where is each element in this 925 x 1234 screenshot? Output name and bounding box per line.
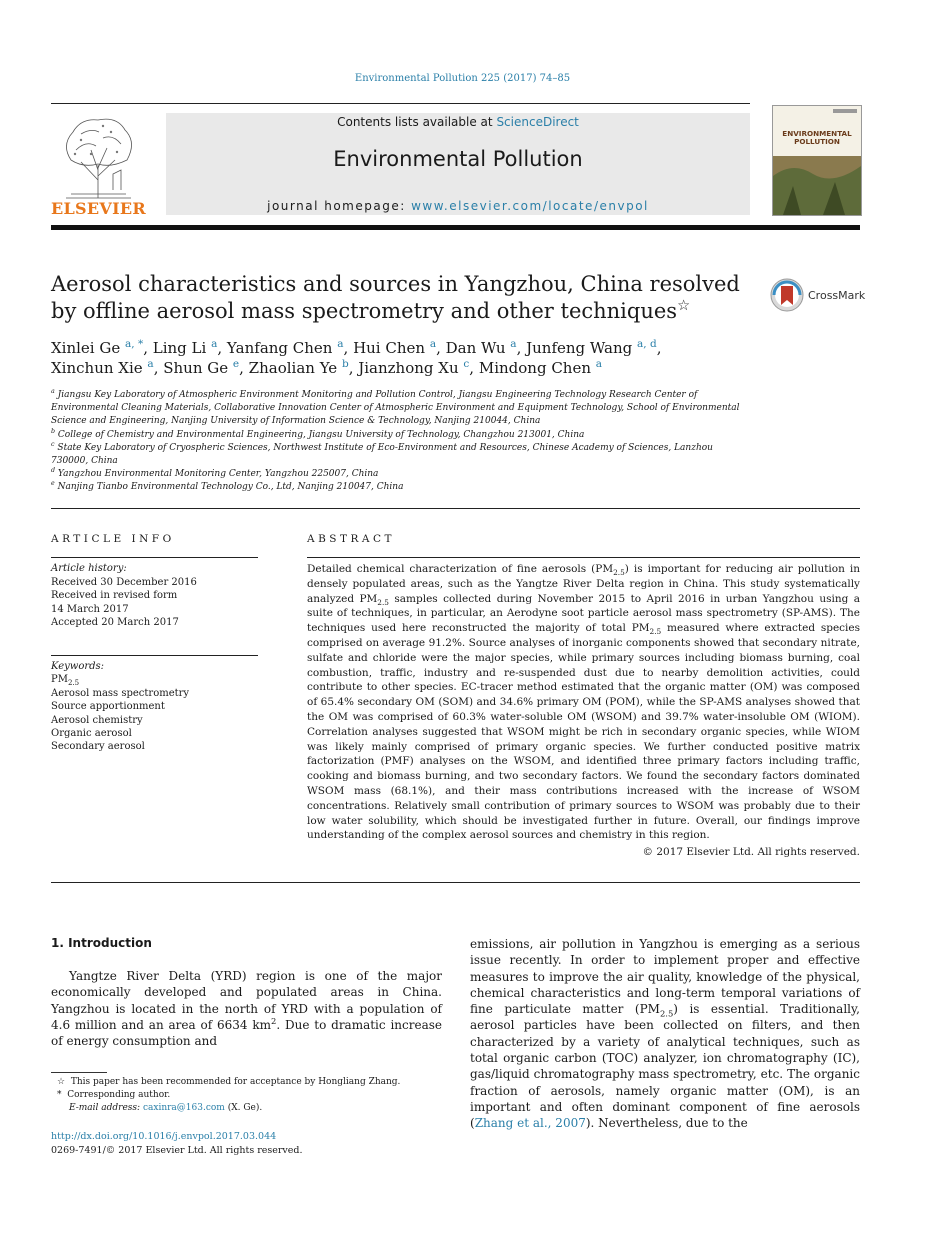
author-affil-mark[interactable]: a — [429, 338, 437, 350]
abstract-part: Detailed chemical characterization of fine aerosols (PM — [307, 563, 614, 575]
affiliation-list — [51, 389, 751, 495]
pm-sub: 2.5 — [377, 597, 389, 607]
cover-title: ENVIRONMENTAL POLLUTION — [782, 129, 852, 146]
contents-prefix: Contents lists available at — [337, 115, 497, 129]
affiliation-mark: d — [51, 467, 56, 475]
author: Mindong Chen — [478, 359, 591, 377]
author: Xinchun Xie — [51, 359, 143, 377]
footnotes — [51, 1076, 442, 1116]
superscript: 2 — [271, 1015, 277, 1026]
affiliation — [51, 468, 751, 481]
pm-base: PM — [51, 674, 68, 686]
footnote-mark: ☆ — [57, 1077, 66, 1087]
email-label: E-mail address: — [69, 1103, 141, 1114]
keywords-list — [51, 660, 258, 754]
keyword: Aerosol mass spectrometry — [51, 687, 190, 699]
keyword: Aerosol chemistry — [51, 714, 143, 726]
abstract-copyright: © 2017 Elsevier Ltd. All rights reserved. — [642, 846, 860, 858]
footnote-text: Corresponding author. — [67, 1090, 171, 1101]
intro-text: . Due to dramatic increase of energy consumption and — [51, 1017, 442, 1049]
author: Zhaolian Ye — [248, 359, 338, 377]
journal-homepage-link[interactable]: www.elsevier.com/locate/envpol — [411, 199, 649, 213]
received-date: Received 30 December 2016 — [51, 576, 197, 588]
author-affil-mark[interactable]: b — [341, 358, 349, 370]
masthead-thick-rule — [51, 225, 860, 230]
author-affil-mark[interactable]: a, * — [125, 338, 144, 350]
author: Shun Ge — [163, 359, 229, 377]
author-line-2: Xinchun Xie $^a$, Shun Ge $^e$, Zhaolian Ye $^b$, Jianzhong Xu $^c$, Mindong Chen $^a$ — [51, 358, 603, 377]
issn-line: 0269-7491/© 2017 Elsevier Ltd. All rights reserved. — [51, 1145, 303, 1156]
footnote-mark: * — [57, 1090, 62, 1101]
footnote-email — [51, 1102, 442, 1115]
author: Hui Chen — [353, 339, 426, 357]
affiliation — [51, 442, 751, 468]
abstract-part: ) is important for reducing air pollution in densely populated areas, such as the Yangtze River Delta region in China. This study systematically analyzed PM — [307, 563, 860, 605]
affiliation-text: Yangzhou Environmental Monitoring Center, Yangzhou 225007, China — [57, 469, 379, 480]
abstract-part: measured where extracted species comprised on average 91.2%. Source analyses of inorganic components showed that secondary nitrate, sulfate and chloride were the major species, while primary sources including biomass burning, coal combustion, traffic, industry and re-suspended dust due to nearby demolition activities, could contribute to other species. EC-tracer method estimated that the organic matter (OM) was composed of 65.4% secondary OM (SOM) and 34.6% primary OM (POM), while the SP-AMS analyses showed that the OM was comprised of 60.3% water-soluble OM (WSOM) and 39.7% water-insoluble OM (WIOM). Correlation analyses suggested that WSOM might be rich in secondary organic species, while WIOM was likely mainly comprised of primary organic species. We further conducted positive matrix factorization (PMF) analyses on the WSOM, and identified three primary factors including traffic, cooking and biomass burning, and two secondary factors. We found the secondary factors dominated WSOM mass (68.1%), and their mass contributions increased with the increase of WSOM concentrations. Relatively small contribution of primary sources to WSOM was probably due to their low water solubility, which should be investigated further in future. Overall, our findings improve understanding of the complex aerosol sources and chemistry in this region. — [307, 622, 861, 842]
elsevier-wordmark: ELSEVIER — [51, 199, 146, 218]
homepage-prefix: journal homepage: — [267, 199, 412, 213]
author-affil-mark[interactable]: a — [595, 358, 603, 370]
article-info-rule — [51, 557, 258, 558]
author-line-1: Xinlei Ge $^{a, *}$, Ling Li $^a$, Yanfang Chen $^a$, Hui Chen $^a$, Dan Wu $^a$, Junfeng Wang $^{a, d}$, — [51, 338, 662, 357]
affiliation-mark: b — [51, 427, 56, 435]
article-title — [51, 271, 751, 325]
affiliation — [51, 429, 751, 442]
author: Ling Li — [152, 339, 207, 357]
abstract-rule — [307, 557, 860, 558]
author: Dan Wu — [445, 339, 506, 357]
affiliation-mark: a — [51, 388, 55, 395]
author: Xinlei Ge — [51, 339, 121, 357]
pm-sub: 2.5 — [67, 679, 80, 688]
revised-date: 14 March 2017 — [51, 603, 129, 615]
abstract-part: samples collected during November 2015 to April 2016 in urban Yangzhou using a suite of techniques, in particular, an Aerodyne soot particle aerosol mass spectrometry (SP-AMS). The techniques used here reconstructed the majority of total PM — [307, 592, 860, 635]
author-affil-mark[interactable]: a — [147, 358, 154, 370]
sciencedirect-link[interactable]: ScienceDirect — [496, 115, 579, 129]
affiliation-text: Nanjing Tianbo Environmental Technology Co., Ltd, Nanjing 210047, China — [57, 482, 404, 493]
article-title-text: Aerosol characteristics and sources in Yangzhou, China resolved by offline aerosol mass spectrometry and other techniques — [51, 272, 740, 323]
affiliation — [51, 481, 751, 494]
keywords-rule — [51, 655, 258, 656]
email-suffix: (X. Ge). — [227, 1103, 263, 1114]
header-rule — [51, 103, 750, 104]
journal-citation[interactable]: Environmental Pollution 225 (2017) 74–85 — [354, 73, 571, 84]
pm-sub: 2.5 — [649, 627, 662, 637]
keywords-label: Keywords: — [51, 661, 105, 672]
abstract-heading: ABSTRACT — [307, 533, 396, 545]
intro-text: Yangtze River Delta (YRD) region is one of the major economically developed and populated areas in China. Yangzhou is located in the north of YRD with a population of 4.6 million and an area of 6634 km — [51, 969, 442, 1032]
intro-paragraph-2 — [470, 936, 860, 1132]
section-rule — [51, 508, 860, 509]
intro-paragraph-1 — [51, 968, 442, 1049]
author-list — [51, 338, 771, 378]
affiliation-text: Jiangsu Key Laboratory of Atmospheric Environment Monitoring and Pollution Control, Jiangsu Engineering Technology Research Center of Environmental Cleaning Materials, Collaborative Innovation Center of Atmospheric Environment and Equipment Technology, School of Environmental Science and Engineering, Nanjing University of Information Science & Technology, Nanjing 210044, China — [51, 390, 740, 427]
affiliation-mark: c — [51, 440, 55, 448]
author: Jianzhong Xu — [358, 359, 459, 377]
footnote-recommended — [51, 1076, 442, 1089]
intro-text: ) is essential. Traditionally, aerosol particles have been collected on filters, and then characterized by a variety of analytical techniques, such as total organic carbon (TOC) analyzer, ion chromatography (IC), gas/liquid chromatography mass spectrometry, etc. The organic fraction of aerosols, namely organic matter (OM), is an important and often dominant component of fine aerosols ( — [470, 1002, 860, 1131]
keyword: Source apportionment — [51, 701, 165, 713]
keyword: Organic aerosol — [51, 728, 132, 740]
journal-cover-image[interactable] — [772, 105, 862, 216]
pm-sub: 2.5 — [613, 568, 625, 578]
journal-homepage-line — [166, 199, 750, 213]
author-affil-mark[interactable]: a, d — [637, 338, 657, 350]
accepted-date: Accepted 20 March 2017 — [51, 617, 179, 628]
affiliation-text: College of Chemistry and Environmental Engineering, Jiangsu University of Technology, Changzhou 213001, China — [57, 429, 585, 440]
journal-title: Environmental Pollution — [333, 147, 583, 171]
author: Yanfang Chen — [226, 339, 333, 357]
intro-text: emissions, air pollution in Yangzhou is emerging as a serious issue recently. In order to implement proper and effective measures to improve the air quality, knowledge of the physical, chemical characteristics and long-term temporal variations of fine particulate matter (PM — [470, 937, 860, 1017]
author: Junfeng Wang — [526, 339, 633, 357]
author-affil-mark[interactable]: a — [337, 338, 344, 350]
citation-link[interactable]: Zhang et al., 2007 — [474, 1116, 586, 1131]
doi-link[interactable]: http://dx.doi.org/10.1016/j.envpol.2017.03.044 — [51, 1131, 277, 1142]
footnote-corresponding — [51, 1089, 442, 1102]
pm-sub: 2.5 — [659, 1008, 674, 1019]
author-affil-mark[interactable]: a — [211, 338, 218, 350]
introduction-heading: 1. Introduction — [51, 936, 152, 950]
journal-masthead — [166, 113, 750, 215]
affiliation-text: State Key Laboratory of Cryospheric Sciences, Northwest Institute of Eco-Environment and Resources, Chinese Academy of Sciences, Lanzhou 730000, China — [51, 442, 713, 467]
keyword-pm25 — [51, 673, 258, 686]
affiliation — [51, 389, 751, 429]
author-affil-mark[interactable]: a — [510, 338, 517, 350]
revised-line: Received in revised form — [51, 590, 178, 601]
abstract-text — [307, 562, 860, 843]
crossmark-label[interactable]: CrossMark — [808, 289, 866, 302]
author-affil-mark[interactable]: c — [463, 358, 470, 370]
footnote-text: This paper has been recommended for acceptance by Hongliang Zhang. — [70, 1077, 401, 1087]
affiliation-mark: e — [51, 480, 55, 488]
article-history — [51, 562, 258, 630]
intro-text: ). Nevertheless, due to the — [585, 1116, 748, 1131]
contents-line — [166, 115, 750, 129]
cover-artwork-icon — [773, 106, 861, 215]
author-affil-mark[interactable]: e — [232, 358, 240, 370]
history-label: Article history: — [51, 563, 127, 574]
email-link[interactable]: caxinra@163.com — [142, 1103, 225, 1114]
crossmark-icon — [770, 278, 804, 312]
section-rule-bottom — [51, 882, 860, 883]
article-info-heading: ARTICLE INFO — [51, 533, 175, 545]
title-footnote-mark[interactable]: ☆ — [677, 297, 691, 314]
footnote-rule — [51, 1072, 107, 1073]
keyword: Secondary aerosol — [51, 741, 145, 753]
